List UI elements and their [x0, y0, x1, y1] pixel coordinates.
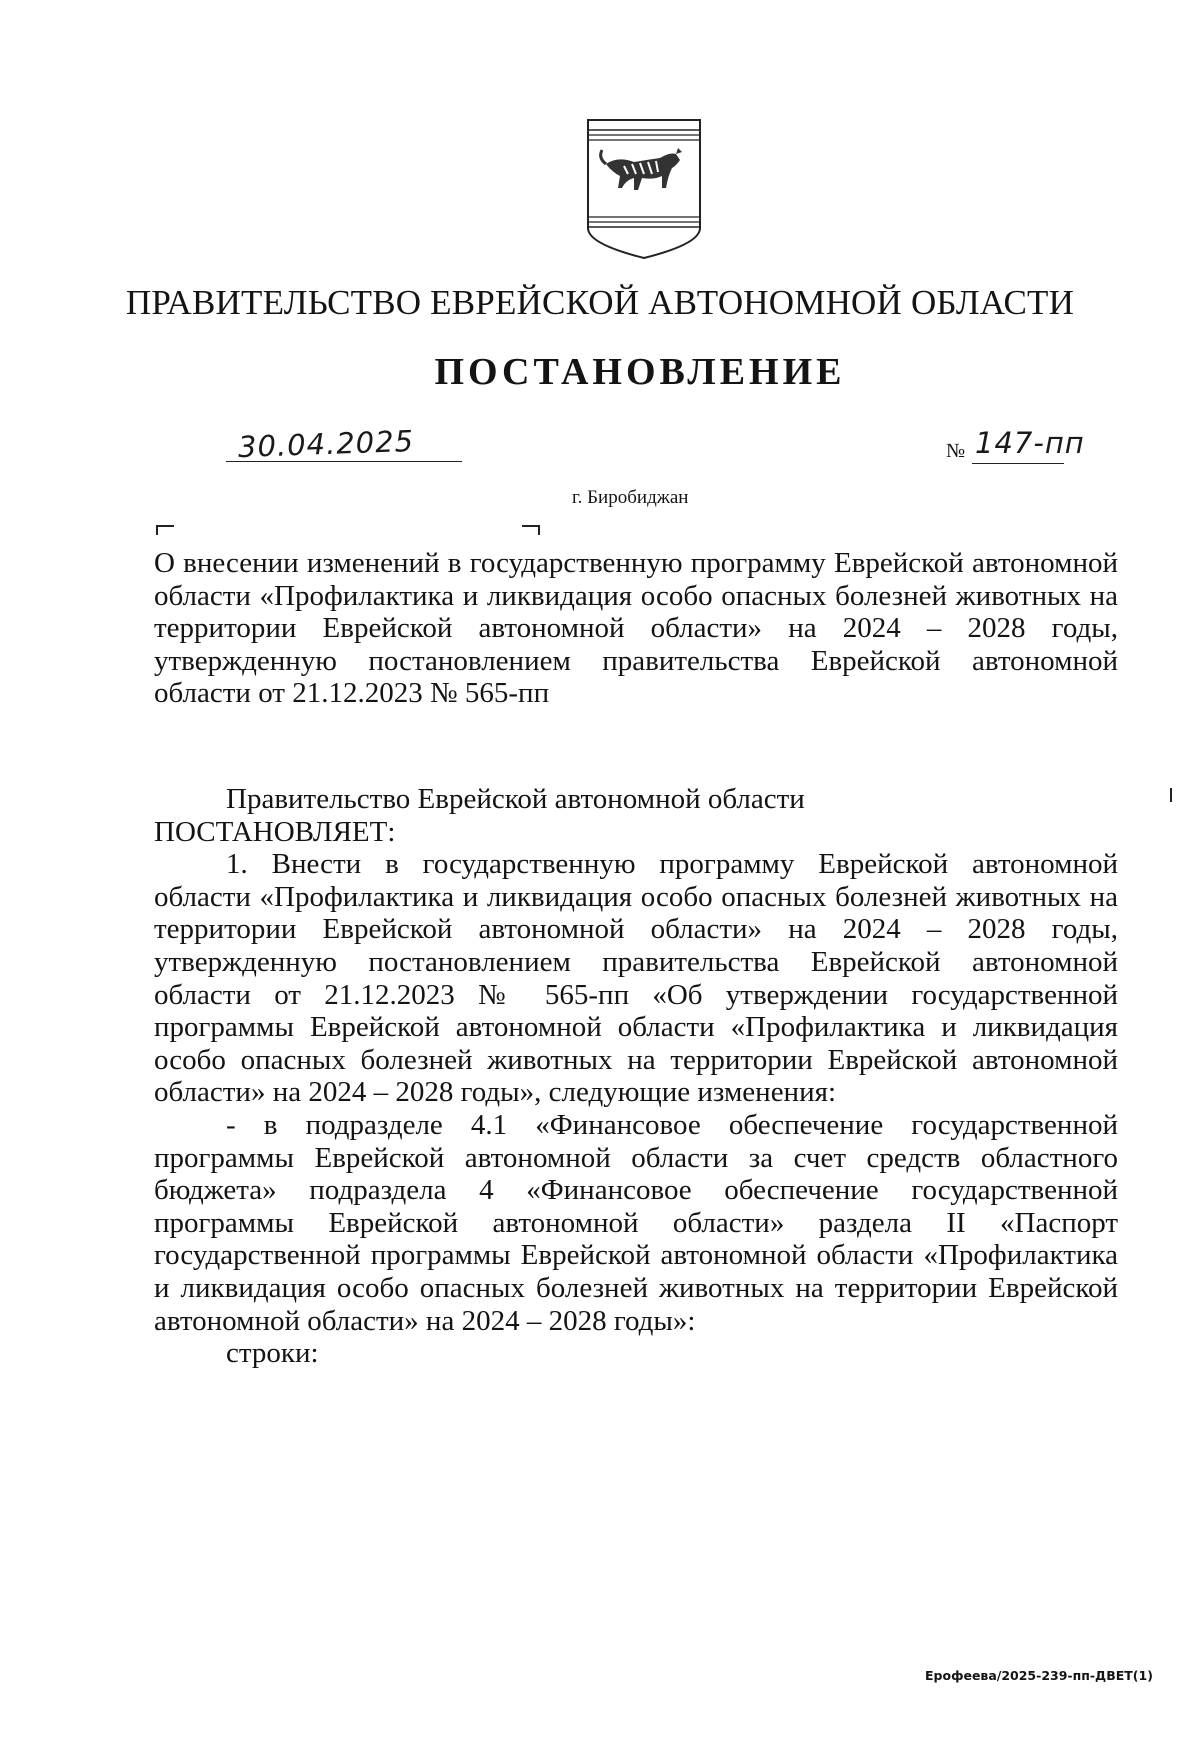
number-label: №: [946, 440, 966, 462]
date-underline: [226, 461, 462, 462]
body-resolves: ПОСТАНОВЛЯЕТ:: [154, 815, 396, 848]
number-underline: [972, 463, 1064, 464]
city-line: г. Биробиджан: [572, 487, 689, 508]
title-bracket-left: [156, 525, 174, 535]
footer-code: Ерофеева/2025-239-пп-ДВЕТ(1): [925, 1668, 1153, 1683]
resolution-body: [154, 783, 1118, 1370]
organization-title: ПРАВИТЕЛЬСТВО ЕВРЕЙСКОЙ АВТОНОМНОЙ ОБЛАСТИ: [125, 283, 1075, 322]
coat-of-arms-emblem: [584, 116, 704, 262]
document-type-heading: ПОСТАНОВЛЕНИЕ: [434, 351, 846, 393]
margin-mark: [1170, 788, 1172, 802]
title-bracket-right: [522, 525, 540, 535]
body-rows-label: строки:: [226, 1337, 319, 1370]
handwritten-number: 147-пп: [975, 426, 1085, 460]
body-item-1: 1. Внести в государственную программу Еврейской автономной области «Профилактика и ликвидация особо опасных болезней животных на территории Еврейской автономной области» на 2024 – 2028 годы, утвержденную постановлением правительства Еврейской автономной области от 21.12.2023 № 565-пп «Об утверждении государственной программы Еврейской автономной области «Профилактика и ликвидация особо опасных болезней животных на территории Еврейской автономной области» на 2024 – 2028 годы», следующие изменения:: [154, 848, 1118, 1109]
body-subitem: - в подразделе 4.1 «Финансовое обеспечение государственной программы Еврейской автономной области за счет средств областного бюджета» подраздела 4 «Финансовое обеспечение государственной программы Еврейской автономной области» раздела II «Паспорт государственной программы Еврейской автономной области «Профилактика и ликвидация особо опасных болезней животных на территории Еврейской автономной области» на 2024 – 2028 годы»:: [154, 1108, 1118, 1337]
handwritten-date: 30.04.2025: [237, 423, 415, 465]
body-intro: Правительство Еврейской автономной области: [226, 783, 805, 815]
preamble-title: О внесении изменений в государственную программу Еврейской автономной области «Профилактика и ликвидация особо опасных болезней животных на территории Еврейской автономной области» на 2024 – 2028 годы, утвержденную постановлением правительства Еврейской автономной области от 21.12.2023 № 565-пп: [154, 547, 1118, 710]
